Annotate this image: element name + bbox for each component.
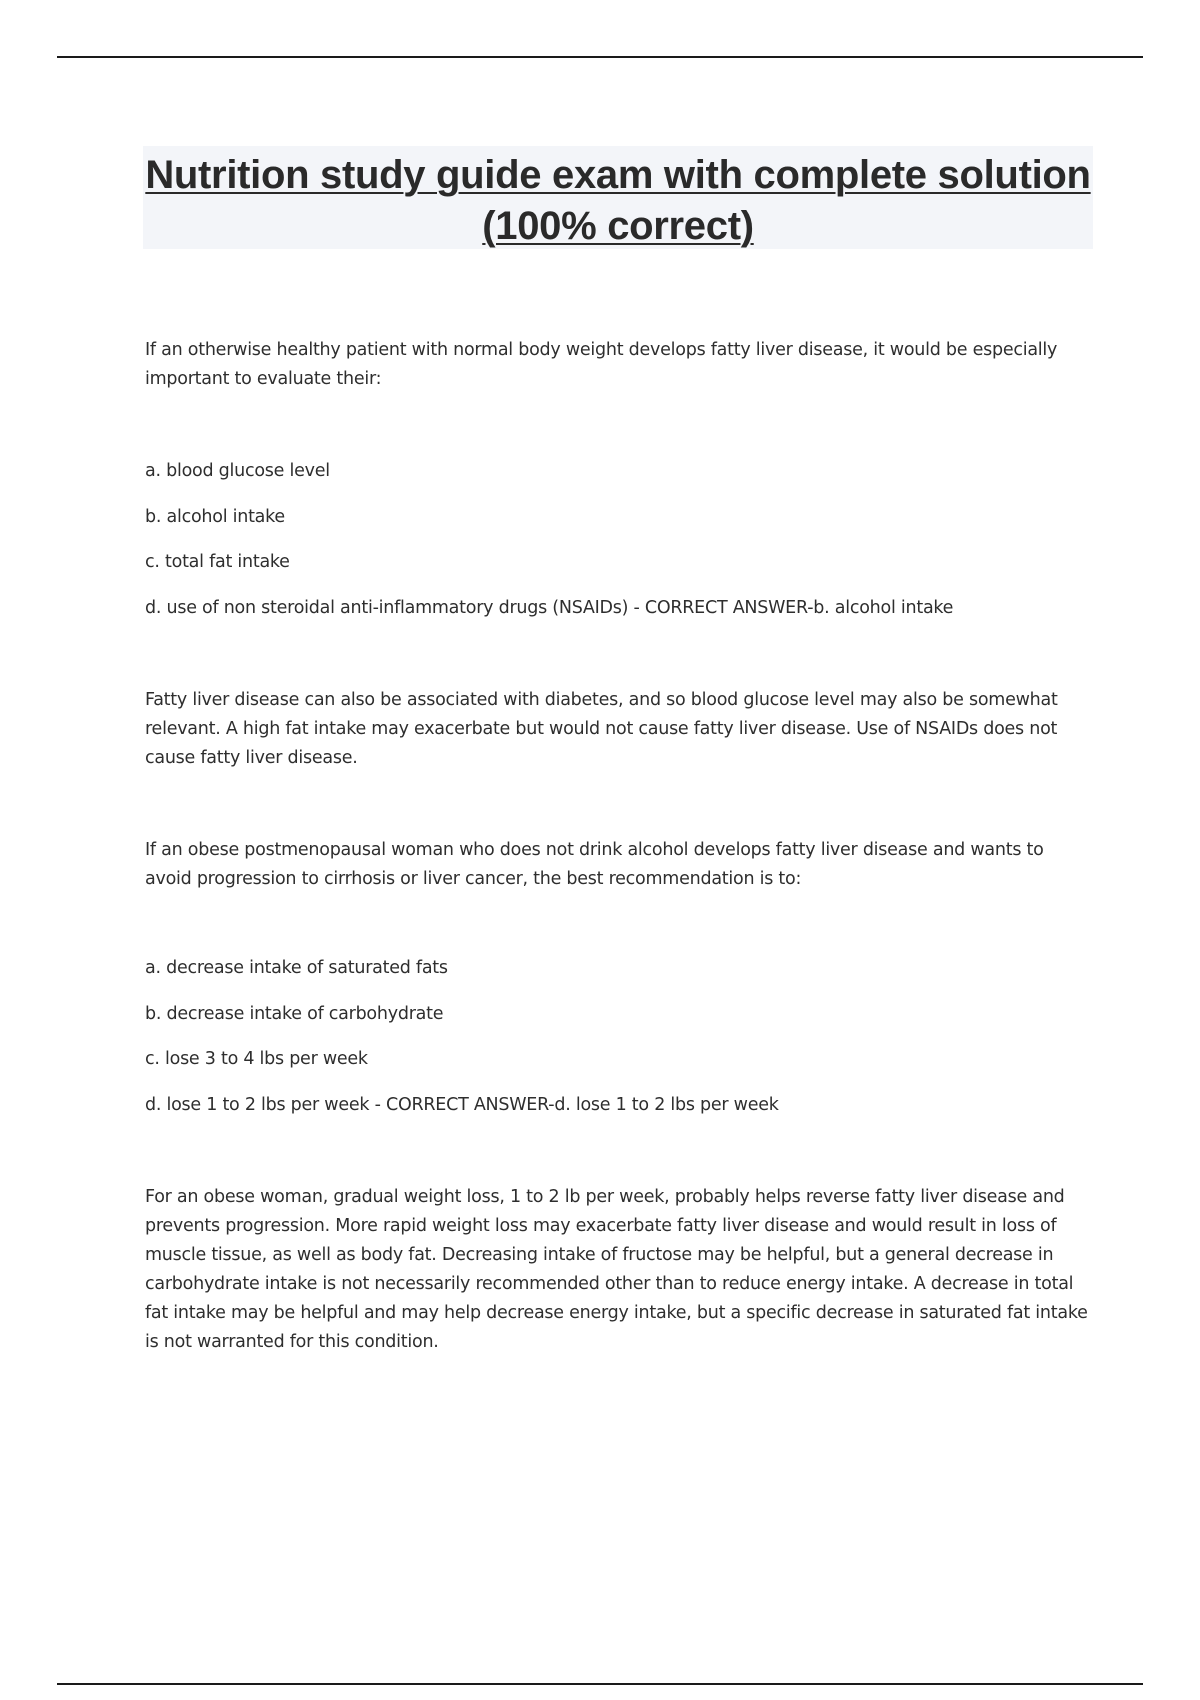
- document-title: Nutrition study guide exam with complete solution (100% correct): [145, 153, 1091, 248]
- question-2-option-b: b. decrease intake of carbohydrate: [145, 1004, 444, 1024]
- question-1-stem: If an otherwise healthy patient with normal body weight develops fatty liver disease, it would be especially important to evaluate their:: [145, 340, 1058, 389]
- question-1-option-a: a. blood glucose level: [145, 461, 330, 481]
- question-1-option-d: d. use of non steroidal anti-inflammatory drugs (NSAIDs) - CORRECT ANSWER-b. alcohol intake: [145, 598, 954, 618]
- question-2-option-d: d. lose 1 to 2 lbs per week - CORRECT ANSWER-d. lose 1 to 2 lbs per week: [145, 1095, 779, 1115]
- title-banner: [143, 146, 1093, 249]
- question-2-stem: If an obese postmenopausal woman who does not drink alcohol develops fatty liver disease and wants to avoid progression to cirrhosis or liver cancer, the best recommendation is to:: [145, 840, 1044, 889]
- question-2-option-a: a. decrease intake of saturated fats: [145, 958, 448, 978]
- question-2-explanation: For an obese woman, gradual weight loss, 1 to 2 lb per week, probably helps reverse fatty liver disease and prevents progression. More rapid weight loss may exacerbate fatty liver disease and would result in loss of muscle tissue, as well as body fat. Decreasing intake of fructose may be helpful, but a general decrease in carbohydrate intake is not necessarily recommended other than to reduce energy intake. A decrease in total fat intake may be helpful and may help decrease energy intake, but a specific decrease in saturated fat intake is not warranted for this condition.: [145, 1187, 1088, 1352]
- question-2-option-c: c. lose 3 to 4 lbs per week: [145, 1049, 368, 1069]
- question-1-option-c: c. total fat intake: [145, 552, 290, 572]
- top-rule: [57, 56, 1143, 58]
- question-1-explanation: Fatty liver disease can also be associated with diabetes, and so blood glucose level may also be somewhat relevant. A high fat intake may exacerbate but would not cause fatty liver disease. Use of NSAIDs does not cause fatty liver disease.: [145, 690, 1058, 768]
- bottom-rule: [57, 1683, 1143, 1685]
- question-1-option-b: b. alcohol intake: [145, 507, 285, 527]
